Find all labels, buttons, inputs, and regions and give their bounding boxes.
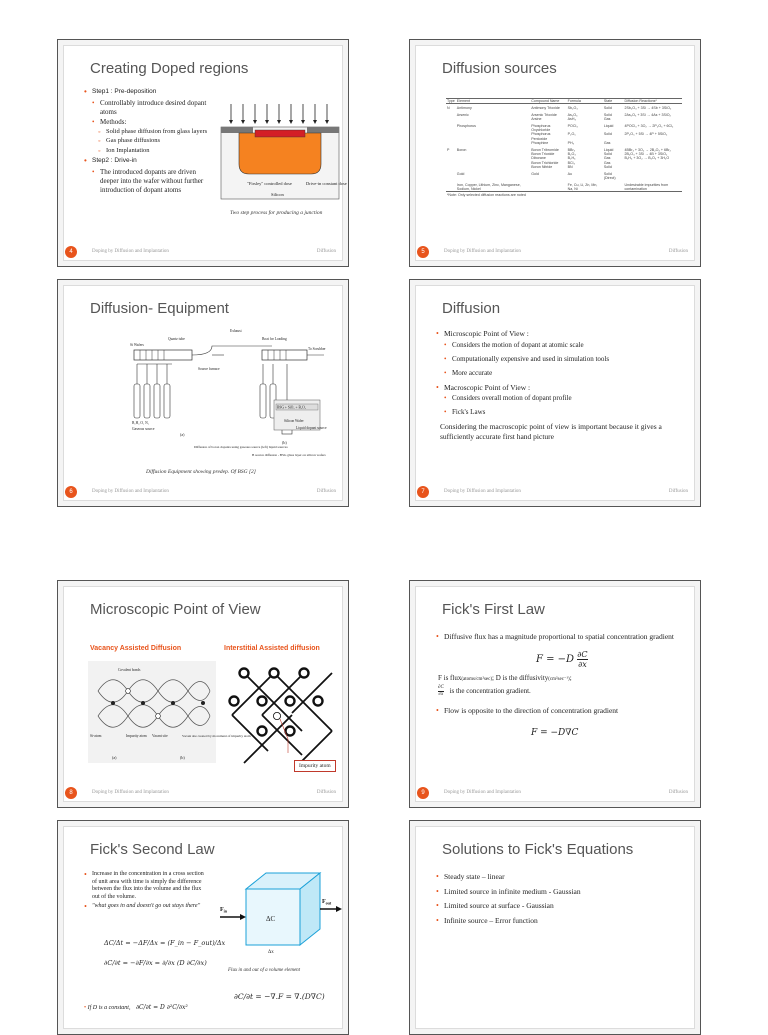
svg-text:Silicon: Silicon bbox=[271, 192, 284, 197]
table-cell: Gas bbox=[603, 156, 611, 161]
footer-topic: Diffusion bbox=[316, 790, 336, 795]
svg-text:To Scrubber: To Scrubber bbox=[308, 347, 326, 351]
bullet-micro-1: • Considers the motion of dopant at atomic scale bbox=[436, 341, 686, 350]
table-cell: Liquid bbox=[603, 147, 614, 152]
table-cell: Phosphorus Pentoxide bbox=[531, 132, 551, 141]
footer-topic: Diffusion bbox=[316, 249, 336, 254]
table-header: Type bbox=[447, 99, 455, 103]
footer-text: Doping by Diffusion and Implantation bbox=[444, 249, 521, 254]
table-cell: B₂O₃ bbox=[567, 152, 576, 157]
table-header: State bbox=[603, 99, 624, 104]
table-cell: B₂H₆ + 3O₂ → B₂O₃ + 3H₂O bbox=[624, 156, 670, 161]
table-cell: Phosphorus Oxychloride bbox=[531, 123, 551, 133]
bullet-step2: • Step2 : Drive-in bbox=[84, 156, 216, 166]
slide-title: Solutions to Fick's Equations bbox=[442, 841, 634, 858]
svg-text:Vacant site created by movemen: Vacant site created by movement of impurity atom bbox=[182, 734, 251, 738]
slide-microscopic-point-of-view[interactable] bbox=[57, 580, 349, 808]
bullet-micro-3: • More accurate bbox=[436, 369, 686, 378]
bullet-flow: • Flow is opposite to the direction of concentration gradient bbox=[436, 706, 686, 716]
table-cell: 2As₂O₃ + 3Si → 4As + 3SiO₂ bbox=[624, 112, 671, 117]
svg-text:B₂H₆ O₂ N₂: B₂H₆ O₂ N₂ bbox=[132, 421, 149, 425]
svg-text:Boat for Loading: Boat for Loading bbox=[262, 337, 287, 341]
bullet-constant: • If D is a constant, ∂C/∂t = D ∂²C/∂x² bbox=[84, 1004, 188, 1011]
table-cell: Diborane bbox=[531, 156, 546, 161]
table-cell: Gas bbox=[603, 160, 611, 165]
table-cell: Arsine bbox=[531, 117, 542, 122]
slide-footer bbox=[410, 788, 700, 800]
footer-topic: Diffusion bbox=[668, 489, 688, 494]
svg-text:BSG + SiO₂ + B₂O₃: BSG + SiO₂ + B₂O₃ bbox=[277, 405, 306, 410]
figure-caption: Diffusion Equipment showing predep. Of BSG [2] bbox=[146, 469, 256, 475]
svg-text:Si-atom: Si-atom bbox=[90, 734, 102, 738]
bullet-list-2 bbox=[436, 706, 686, 718]
svg-text:Impurity atom: Impurity atom bbox=[126, 734, 147, 738]
table-cell: Sb₂O₃ bbox=[567, 106, 578, 111]
bullet-step1-a: • Controllably introduce desired dopant atoms bbox=[84, 99, 216, 117]
table-cell bbox=[446, 132, 456, 141]
bullet-list bbox=[436, 329, 686, 442]
table-cell: POCl₃ bbox=[567, 123, 578, 128]
slide-title: Creating Doped regions bbox=[90, 60, 249, 77]
arrows bbox=[231, 104, 327, 122]
bullet-list bbox=[84, 87, 216, 196]
bullet-step1: • Step1 : Pre-deposition bbox=[84, 87, 216, 97]
table-cell: P bbox=[447, 147, 450, 152]
svg-text:Fout: $F_{out}$ bbox=[322, 899, 332, 906]
table-cell: Arsenic Trioxide bbox=[531, 112, 557, 117]
svg-text:Gaseous source: Gaseous source bbox=[132, 427, 155, 431]
table-cell bbox=[446, 122, 456, 133]
impurity-atom-label: Impurity atom bbox=[294, 760, 336, 772]
slide-number: 5 bbox=[417, 246, 429, 258]
slide-footer bbox=[58, 788, 348, 800]
bullet-step2-a: • The introduced dopants are driven deeper into the wafer without further introduction of dopant atoms bbox=[84, 168, 216, 195]
slide-ficks-second-law[interactable] bbox=[57, 820, 349, 1035]
footer-topic: Diffusion bbox=[316, 489, 336, 494]
table-header: Compound Name bbox=[530, 99, 566, 104]
bullet-method-1: ◦ Solid phase diffusion from glass layers bbox=[84, 128, 216, 137]
figure-caption: Two step process for producing a junction bbox=[230, 210, 323, 216]
table-header: Formula bbox=[567, 99, 603, 104]
table-cell: PH₃ bbox=[567, 141, 575, 146]
table-cell: Gold bbox=[531, 171, 539, 176]
table-cell: 4POCl₃ + 3O₂ → 2P₂O₅ + 6Cl₂ bbox=[624, 123, 674, 128]
slide-diffusion-equipment[interactable] bbox=[57, 279, 349, 507]
table-cell: Solid bbox=[603, 106, 612, 111]
table-cell: Liquid bbox=[603, 123, 614, 128]
svg-text:Si Wafers: Si Wafers bbox=[130, 343, 144, 347]
slide-title: Diffusion sources bbox=[442, 60, 557, 77]
bullet-micro: • Microscopic Point of View : bbox=[436, 329, 686, 339]
slide-title: Fick's Second Law bbox=[90, 841, 215, 858]
slide-footer bbox=[58, 247, 348, 259]
slide-solutions-to-ficks-equations[interactable] bbox=[409, 820, 701, 1035]
table-cell: BBr₃ bbox=[567, 147, 576, 152]
slide-footer bbox=[410, 247, 700, 259]
footer-text: Doping by Diffusion and Implantation bbox=[92, 249, 169, 254]
bullet-list bbox=[436, 632, 676, 644]
slide-footer bbox=[58, 487, 348, 499]
table-cell: BCl₃ bbox=[567, 160, 575, 165]
slide-number: 6 bbox=[65, 486, 77, 498]
equation-gradient-form: F = −D∇C bbox=[531, 728, 579, 738]
slide-diffusion[interactable] bbox=[409, 279, 701, 507]
slide-number: 7 bbox=[417, 486, 429, 498]
footer-text: Doping by Diffusion and Implantation bbox=[444, 790, 521, 795]
table-note: *Note: Only selected diffusion reactions are noted bbox=[446, 192, 682, 198]
table-body bbox=[446, 104, 682, 192]
table-cell: Gold bbox=[456, 171, 465, 176]
table-cell: Solid bbox=[603, 152, 612, 157]
svg-text:Covalent bonds: Covalent bonds bbox=[118, 668, 141, 672]
slide-title: Fick's First Law bbox=[442, 601, 545, 618]
table-cell: Antimony bbox=[456, 106, 472, 111]
table-cell: Phosphorus bbox=[456, 123, 476, 128]
bullet-list bbox=[436, 872, 686, 930]
table-cell: N bbox=[447, 106, 450, 111]
bullet-macro-1: • Considers overall motion of dopant profile bbox=[436, 394, 686, 403]
svg-text:Quartz tube: Quartz tube bbox=[168, 337, 185, 341]
slide-ficks-first-law[interactable] bbox=[409, 580, 701, 808]
table-cell: Solid bbox=[603, 132, 612, 137]
equation-partial: ∂C/∂t = −∂F/∂x = ∂/∂x (D ∂C/∂x) bbox=[104, 959, 207, 967]
table-cell: Boron Nitride bbox=[531, 165, 553, 170]
table-row bbox=[446, 181, 682, 192]
bullet-methods: • Methods: bbox=[84, 118, 216, 127]
footer-topic: Diffusion bbox=[668, 790, 688, 795]
table-row bbox=[446, 132, 682, 141]
table-cell: Au bbox=[567, 171, 573, 176]
interstitial-diffusion-figure bbox=[228, 661, 340, 773]
table-cell: Solid bbox=[603, 112, 612, 117]
bullet-flux: • Diffusive flux has a magnitude proportional to spatial concentration gradient bbox=[436, 632, 676, 642]
footer-text: Doping by Diffusion and Implantation bbox=[92, 489, 169, 494]
drive-in-region bbox=[239, 133, 321, 174]
svg-text:Silicon Wafer: Silicon Wafer bbox=[284, 419, 304, 423]
bullet-micro-2: • Computationally expensive and used in simulation tools bbox=[436, 355, 686, 364]
table-cell: P₂O₅ bbox=[567, 132, 576, 137]
vacancy-heading: Vacancy Assisted Diffusion bbox=[90, 645, 182, 652]
bullet-method-2: ◦ Gas phase diffusions bbox=[84, 137, 216, 146]
table-cell: Gas bbox=[603, 141, 611, 146]
svg-text:ΔC: ΔC bbox=[266, 915, 276, 923]
bullet-quote: • "what goes in and doesn't go out stays there" bbox=[84, 903, 206, 911]
table-cell: Boron Trichloride bbox=[531, 160, 559, 165]
table-cell: Solid bbox=[603, 165, 612, 170]
vacancy-diffusion-figure bbox=[88, 661, 251, 763]
bullet-solution-4: • Infinite source – Error function bbox=[436, 916, 686, 926]
table-cell: BN bbox=[567, 165, 573, 170]
flux-definition: F is flux(atoms/cm²sec); D is the diffusivity(cm²sec⁻¹); bbox=[438, 674, 572, 682]
table-cell bbox=[446, 181, 456, 192]
table-cell: 2Sb₂O₃ + 3Si → 4Sb + 3SiO₂ bbox=[624, 106, 672, 111]
gradient-definition: $\frac{\partial C}{\partial x}$ is the concentration gradient. bbox=[438, 685, 531, 697]
table-cell: 4BBr₃ + 3O₂ → 2B₂O₃ + 6Br₂ bbox=[624, 147, 671, 152]
slide-creating-doped-regions[interactable] bbox=[57, 39, 349, 267]
svg-text:(a): (a) bbox=[180, 432, 185, 437]
svg-text:"Firsley" controlled dose: "Firsley" controlled dose bbox=[247, 181, 292, 186]
svg-text:Drive-in constant dose: Drive-in constant dose bbox=[306, 181, 347, 186]
interstitial-heading: Interstitial Assisted diffusion bbox=[224, 645, 320, 652]
table-row bbox=[446, 122, 682, 133]
bullet-solution-2: • Limited source in infinite medium - Gaussian bbox=[436, 887, 686, 897]
svg-text:(b): (b) bbox=[180, 755, 185, 760]
svg-text:Liquid dopant source: Liquid dopant source bbox=[296, 426, 327, 430]
svg-text:Fin: $F_{in}$ bbox=[220, 907, 228, 914]
svg-text:Exhaust: Exhaust bbox=[230, 329, 242, 333]
table-cell: Boron bbox=[456, 147, 467, 152]
bullet-solution-3: • Limited source at surface - Gaussian bbox=[436, 901, 686, 911]
table-row bbox=[446, 170, 682, 181]
table-cell: Undesirable impurities from contamination bbox=[624, 182, 669, 191]
slide-number: 4 bbox=[65, 246, 77, 258]
equation-ficks-first: F = −D $\frac{\partial C}{\partial x}$ bbox=[536, 650, 588, 669]
predep-layer bbox=[255, 130, 305, 137]
slide-title: Diffusion bbox=[442, 300, 501, 317]
slide-number: 9 bbox=[417, 787, 429, 799]
table-header: Diffusion Reactions* bbox=[623, 99, 682, 104]
table-cell: Fe, Cu, Li, Zn, Mn, Na, Ni bbox=[567, 182, 598, 191]
footer-text: Doping by Diffusion and Implantation bbox=[92, 790, 169, 795]
table-header: Element bbox=[456, 99, 530, 104]
svg-text:B source diffusion - BSG glass: B source diffusion - BSG glass layer on silicon wafers bbox=[252, 453, 326, 457]
footer-text: Doping by Diffusion and Implantation bbox=[444, 489, 521, 494]
svg-text:Diffusion of boron dopants usi: Diffusion of boron dopants using gaseous source (left) liquid sources bbox=[194, 445, 288, 449]
svg-text:(a): (a) bbox=[112, 755, 117, 760]
bullet-increase: • Increase in the concentration in a cross section of unit area with time is simply the difference between the flux into the volume and the flux out of the volume. bbox=[84, 871, 206, 901]
table-cell: 2B₂O₃ + 3Si → 4B + 3SiO₂ bbox=[624, 152, 668, 157]
diffusion-sources-table bbox=[446, 98, 682, 198]
bullet-macro: • Macroscopic Point of View : bbox=[436, 383, 686, 393]
diffusion-equipment-figure bbox=[112, 324, 327, 469]
doping-process-diagram bbox=[221, 102, 347, 212]
svg-text:Source furnace: Source furnace bbox=[198, 367, 220, 371]
volume-element-figure bbox=[218, 871, 342, 953]
figure-caption: Flux in and out of a volume element bbox=[228, 968, 301, 973]
table-cell: Iron, Copper, Lithium, Zinc, Manganese, Sodium, Nickel bbox=[456, 182, 521, 191]
bullet-method-3: ◦ Ion Implantation bbox=[84, 147, 216, 156]
table-cell: Antimony Trioxide bbox=[531, 106, 560, 111]
table-cell bbox=[446, 170, 456, 181]
svg-text:Vacant site: Vacant site bbox=[152, 734, 168, 738]
table-cell: Phosphine bbox=[531, 141, 549, 146]
table-cell: Gas bbox=[603, 117, 611, 122]
impurity-atom bbox=[273, 712, 280, 719]
slide-footer bbox=[410, 487, 700, 499]
svg-text:(b): (b) bbox=[282, 440, 287, 445]
bullet-list bbox=[84, 871, 206, 913]
table-cell: As₂O₃ bbox=[567, 112, 578, 117]
equation-divergence: ∂C/∂t = −∇.F = ∇.(D∇C) bbox=[234, 992, 325, 1001]
slide-title: Microscopic Point of View bbox=[90, 601, 261, 618]
table-cell bbox=[456, 132, 530, 141]
svg-text:Δx: Δx bbox=[268, 950, 274, 955]
table-cell: 2P₂O₅ + 5Si → 4P + 5SiO₂ bbox=[624, 132, 668, 137]
table-cell: Boron Tribromide bbox=[531, 147, 559, 152]
footer-topic: Diffusion bbox=[668, 249, 688, 254]
conclusion-paragraph: Considering the macroscopic point of view is important because it gives a sufficiently accurate first hand picture bbox=[440, 422, 662, 441]
bullet-solution-1: • Steady state – linear bbox=[436, 872, 686, 882]
table-cell: AsH₃ bbox=[567, 117, 576, 122]
table-cell: Boron Trioxide bbox=[531, 152, 555, 157]
slide-title: Diffusion- Equipment bbox=[90, 300, 229, 317]
equation-discrete: ΔC/Δt = −ΔF/Δx = (F_in − F_out)/Δx bbox=[104, 939, 226, 947]
table-cell: Arsenic bbox=[456, 112, 469, 117]
table-cell: Solid (Direct) bbox=[603, 171, 616, 181]
table-row bbox=[446, 104, 682, 111]
bullet-macro-2: • Fick's Laws bbox=[436, 408, 686, 417]
slide-diffusion-sources[interactable] bbox=[409, 39, 701, 267]
slide-number: 8 bbox=[65, 787, 77, 799]
table-cell: B₂H₆ bbox=[567, 156, 576, 161]
table-cell bbox=[623, 170, 682, 181]
table-cell bbox=[530, 181, 566, 192]
table-cell bbox=[603, 181, 624, 192]
